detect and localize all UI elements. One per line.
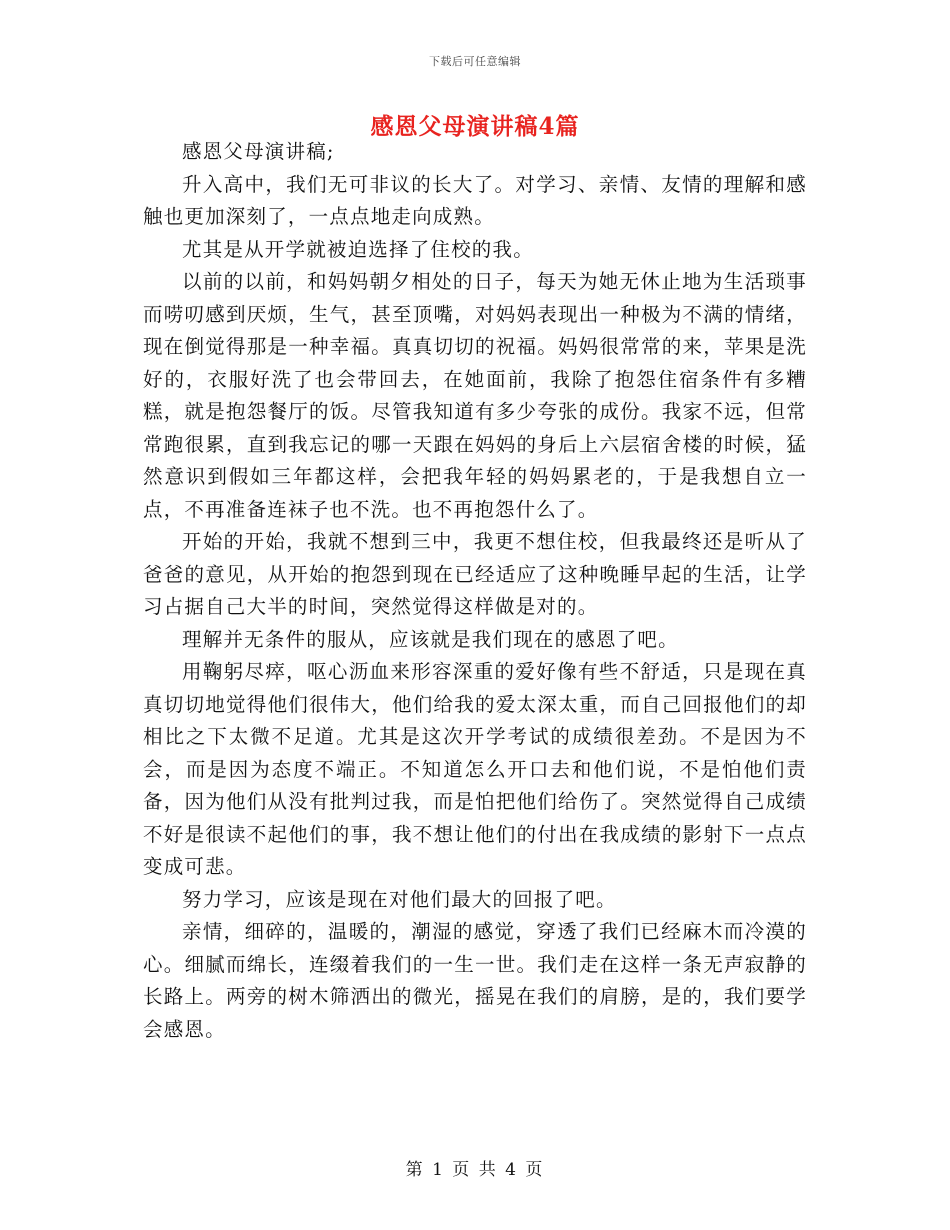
paragraph: 用鞠躬尽瘁，呕心沥血来形容深重的爱好像有些不舒适，只是现在真真切切地觉得他们很伟大，他们给我的爱太深太重，而自己回报他们的却相比之下太微不足道。尤其是这次开学考试的成绩很差劲。不是因为不会，而是因为态度不端正。不知道怎么开口去和他们说，不是怕他们责备，因为他们从没有批判过我，而是怕把他们给伤了。突然觉得自己成绩不好是很读不起他们的事，我不想让他们的付出在我成绩的影射下一点点变成可悲。 — [143, 660, 807, 878]
paragraph: 亲情，细碎的，温暖的，潮湿的感觉，穿透了我们已经麻木而冷漠的心。细腻而绵长，连缀着我们的一生一世。我们走在这样一条无声寂静的长路上。两旁的树木筛洒出的微光，摇晃在我们的肩膀，是的，我们要学会感恩。 — [143, 920, 807, 1041]
paragraph: 尤其是从开学就被迫选择了住校的我。 — [182, 237, 534, 261]
document-title: 感恩父母演讲稿4篇 — [370, 113, 580, 140]
document-body — [143, 136, 807, 1046]
paragraph: 感恩父母演讲稿; — [182, 140, 335, 163]
page-footer: 第 1 页 共 4 页 — [405, 1160, 545, 1180]
paragraph: 努力学习，应该是现在对他们最大的回报了吧。 — [182, 887, 617, 911]
paragraph: 理解并无条件的服从，应该就是我们现在的感恩了吧。 — [182, 627, 679, 651]
paragraph: 以前的以前，和妈妈朝夕相处的日子，每天为她无休止地为生活琐事而唠叨感到厌烦，生气，甚至顶嘴，对妈妈表现出一种极为不满的情绪，现在倒觉得那是一种幸福。真真切切的祝福。妈妈很常常的来，苹果是洗好的，衣服好洗了也会带回去，在她面前，我除了抱怨住宿条件有多糟糕，就是抱怨餐厅的饭。尽管我知道有多少夸张的成份。我家不远，但常常跑很累，直到我忘记的哪一天跟在妈妈的身后上六层宿舍楼的时候，猛然意识到假如三年都这样，会把我年轻的妈妈累老的，于是我想自立一点，不再准备连袜子也不洗。也不再抱怨什么了。 — [143, 270, 807, 521]
paragraph: 升入高中，我们无可非议的长大了。对学习、亲情、友情的理解和感触也更加深刻了，一点点地走向成熟。 — [143, 172, 807, 228]
header-note: 下载后可任意编辑 — [429, 55, 521, 68]
paragraph: 开始的开始，我就不想到三中，我更不想住校，但我最终还是听从了爸爸的意见，从开始的抱怨到现在已经适应了这种晚睡早起的生活，让学习占据自己大半的时间，突然觉得这样做是对的。 — [143, 530, 807, 618]
